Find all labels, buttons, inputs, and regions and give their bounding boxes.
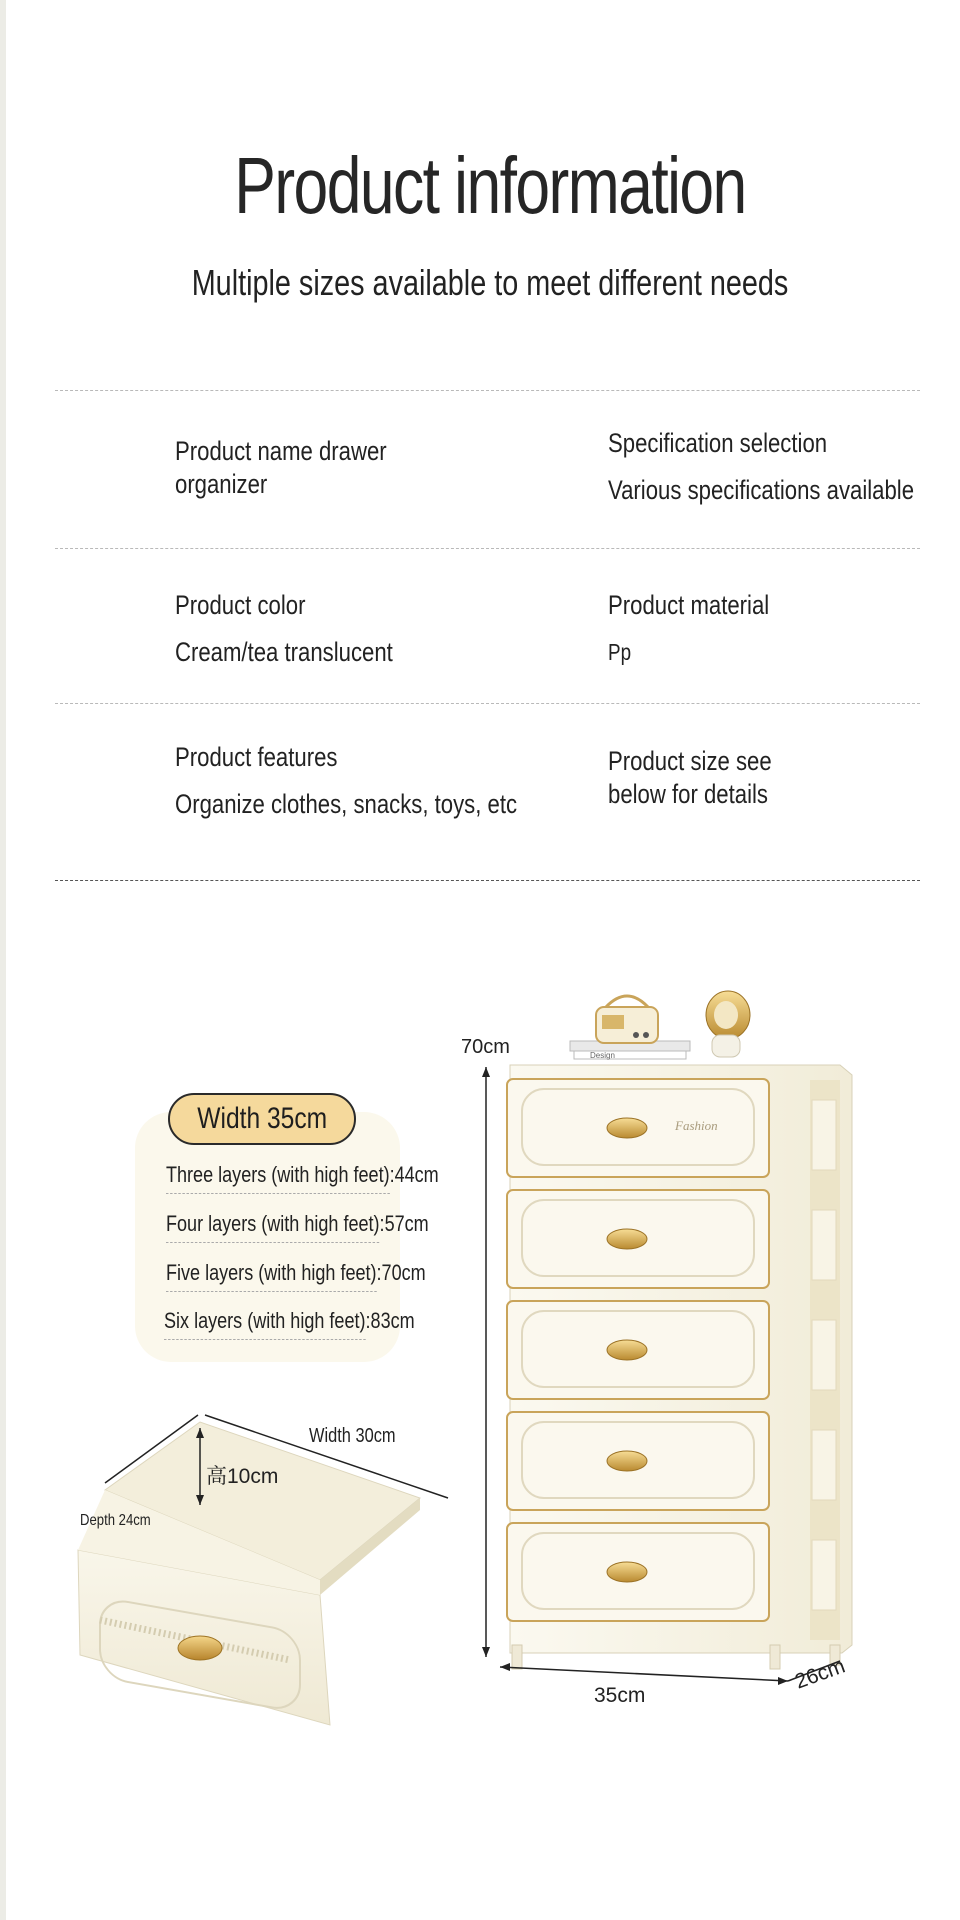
left-edge-strip xyxy=(0,0,6,1920)
spec-product-color xyxy=(175,589,393,669)
cabinet-drawers xyxy=(507,1079,769,1621)
cabinet-height-label: 70cm xyxy=(461,1036,510,1058)
spec-label: Product features xyxy=(175,742,338,772)
size-option: Four layers (with high feet):57cm xyxy=(166,1211,429,1236)
spec-label: Specification selection xyxy=(608,428,828,458)
cabinet-illustration xyxy=(470,985,860,1715)
width-badge: Width 35cm xyxy=(168,1093,356,1145)
spec-value: Various specifications available xyxy=(608,475,915,505)
spec-product-material xyxy=(608,589,769,669)
drawer-illustration xyxy=(60,1400,460,1730)
drawer-width-label: Width 30cm xyxy=(309,1425,396,1447)
divider xyxy=(55,548,920,549)
spec-value: below for details xyxy=(608,779,768,809)
page-subtitle: Multiple sizes available to meet different needs xyxy=(191,262,789,303)
size-option: Five layers (with high feet):70cm xyxy=(166,1260,426,1285)
drawer-brand-text: Fashion xyxy=(675,1118,718,1133)
cabinet-depth-label: 26cm xyxy=(792,1654,849,1694)
book-text: Design xyxy=(590,1051,615,1060)
spec-product-size xyxy=(608,745,772,811)
size-option: Three layers (with high feet):44cm xyxy=(166,1162,439,1187)
spec-product-features xyxy=(175,741,517,821)
spec-value: Cream/tea translucent xyxy=(175,637,393,667)
divider xyxy=(55,703,920,704)
spec-label: Product material xyxy=(608,590,770,620)
spec-label: Product size see xyxy=(608,746,772,776)
spec-label: Product color xyxy=(175,590,306,620)
page-title: Product information xyxy=(234,141,746,230)
drawer-depth-label: Depth 24cm xyxy=(80,1512,151,1529)
spec-label: Product name drawer xyxy=(175,436,387,466)
drawer-height-label: 高10cm xyxy=(206,1465,279,1488)
cabinet-width-label: 35cm xyxy=(594,1684,646,1707)
spec-value: Organize clothes, snacks, toys, etc xyxy=(175,789,518,819)
divider xyxy=(55,880,920,881)
spec-value: organizer xyxy=(175,469,268,499)
spec-value: Pp xyxy=(608,639,632,665)
spec-product-name xyxy=(175,435,387,501)
size-option: Six layers (with high feet):83cm xyxy=(164,1308,415,1333)
divider xyxy=(55,390,920,391)
spec-specification xyxy=(608,427,914,507)
